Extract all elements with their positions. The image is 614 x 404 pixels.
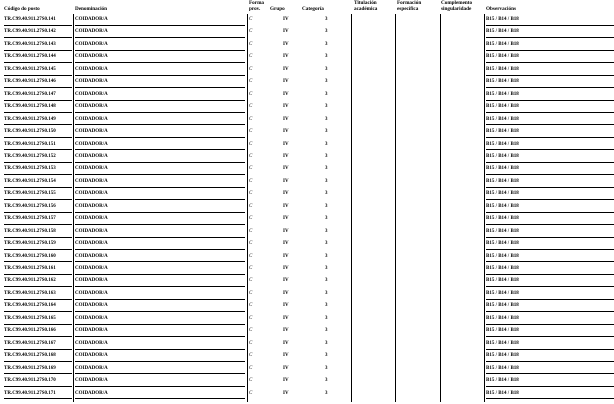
cell-grupo: IV <box>283 390 289 396</box>
cell-observacions: B15 / B14 / B18 <box>486 191 519 197</box>
cell-categoria: 3 <box>325 79 328 85</box>
cell-grupo: IV <box>283 116 289 122</box>
cell-codigo: TR.C99.40.911.27S0.152 <box>4 153 56 159</box>
cell-denominacion: COIDADOR/A <box>75 116 108 122</box>
table-row <box>0 313 614 325</box>
cell-categoria: 3 <box>325 353 328 359</box>
cell-observacions: B15 / B14 / B18 <box>486 66 519 72</box>
cell-forma: C <box>249 104 253 110</box>
cell-forma: C <box>249 79 253 85</box>
cell-denominacion: COIDADOR/A <box>75 153 108 159</box>
cell-forma: C <box>249 340 253 346</box>
cell-denominacion: COIDADOR/A <box>75 228 108 234</box>
cell-forma: C <box>249 253 253 259</box>
cell-observacions: B15 / B14 / B18 <box>486 290 519 296</box>
cell-grupo: IV <box>283 66 289 72</box>
cell-categoria: 3 <box>325 29 328 35</box>
cell-denominacion: COIDADOR/A <box>75 241 108 247</box>
cell-grupo: IV <box>283 216 289 222</box>
cell-categoria: 3 <box>325 166 328 172</box>
header-observacions: Observacións <box>486 6 516 12</box>
table-row <box>0 238 614 250</box>
header-titulacion-line1: Titulación <box>354 0 377 6</box>
row-rule <box>75 398 245 399</box>
cell-observacions: B15 / B14 / B18 <box>486 17 519 22</box>
table-row <box>0 275 614 287</box>
cell-denominacion: COIDADOR/A <box>75 54 108 60</box>
cell-grupo: IV <box>283 29 289 35</box>
cell-observacions: B15 / B14 / B18 <box>486 91 519 97</box>
cell-categoria: 3 <box>325 278 328 284</box>
cell-denominacion: COIDADOR/A <box>75 278 108 284</box>
cell-categoria: 3 <box>325 104 328 110</box>
cell-forma: C <box>249 166 253 172</box>
cell-forma: C <box>249 241 253 247</box>
cell-codigo: TR.C99.40.911.27S0.159 <box>4 241 56 247</box>
cell-grupo: IV <box>283 228 289 234</box>
cell-categoria: 3 <box>325 41 328 47</box>
table-row <box>0 51 614 63</box>
cell-forma: C <box>249 328 253 334</box>
cell-grupo: IV <box>283 54 289 60</box>
cell-denominacion: COIDADOR/A <box>75 378 108 384</box>
cell-grupo: IV <box>283 315 289 321</box>
cell-grupo: IV <box>283 178 289 184</box>
cell-categoria: 3 <box>325 17 328 22</box>
cell-forma: C <box>249 41 253 47</box>
cell-codigo: TR.C99.40.911.27S0.168 <box>4 353 56 359</box>
cell-categoria: 3 <box>325 290 328 296</box>
cell-denominacion: COIDADOR/A <box>75 191 108 197</box>
cell-grupo: IV <box>283 328 289 334</box>
header-formacion-line1: Formación <box>397 0 422 6</box>
cell-codigo: TR.C99.40.911.27S0.157 <box>4 216 56 222</box>
table-row <box>0 76 614 88</box>
table-row <box>0 325 614 337</box>
cell-observacions: B15 / B14 / B18 <box>486 216 519 222</box>
cell-observacions: B15 / B14 / B18 <box>486 153 519 159</box>
cell-codigo: TR.C99.40.911.27S0.155 <box>4 191 56 197</box>
cell-codigo: TR.C99.40.911.27S0.158 <box>4 228 56 234</box>
header-complemento-line1: Complemento <box>441 0 473 6</box>
table-row <box>0 151 614 163</box>
cell-denominacion: COIDADOR/A <box>75 315 108 321</box>
cell-codigo: TR.C99.40.911.27S0.147 <box>4 91 56 97</box>
cell-categoria: 3 <box>325 328 328 334</box>
cell-categoria: 3 <box>325 141 328 147</box>
row-rule <box>486 398 614 399</box>
cell-grupo: IV <box>283 353 289 359</box>
cell-forma: C <box>249 66 253 72</box>
cell-observacions: B15 / B14 / B18 <box>486 79 519 85</box>
cell-categoria: 3 <box>325 191 328 197</box>
table-row <box>0 251 614 263</box>
table-row <box>0 126 614 138</box>
cell-observacions: B15 / B14 / B18 <box>486 41 519 47</box>
cell-denominacion: COIDADOR/A <box>75 41 108 47</box>
cell-categoria: 3 <box>325 253 328 259</box>
cell-denominacion: COIDADOR/A <box>75 216 108 222</box>
cell-denominacion: COIDADOR/A <box>75 166 108 172</box>
cell-grupo: IV <box>283 153 289 159</box>
table-row <box>0 139 614 151</box>
cell-forma: C <box>249 129 253 135</box>
cell-codigo: TR.C99.40.911.27S0.162 <box>4 278 56 284</box>
cell-codigo: TR.C99.40.911.27S0.160 <box>4 253 56 259</box>
table-row <box>0 89 614 101</box>
cell-categoria: 3 <box>325 116 328 122</box>
cell-codigo: TR.C99.40.911.27S0.161 <box>4 266 56 271</box>
cell-codigo: TR.C99.40.911.27S0.143 <box>4 41 56 47</box>
header-codigo: Código do posto <box>4 6 40 12</box>
cell-observacions: B15 / B14 / B18 <box>486 278 519 284</box>
cell-categoria: 3 <box>325 54 328 60</box>
cell-forma: C <box>249 266 253 271</box>
table-row <box>0 350 614 362</box>
table-row <box>0 363 614 375</box>
cell-grupo: IV <box>283 141 289 147</box>
cell-denominacion: COIDADOR/A <box>75 365 108 371</box>
cell-codigo: TR.C99.40.911.27S0.170 <box>4 378 56 384</box>
cell-grupo: IV <box>283 303 289 309</box>
cell-grupo: IV <box>283 203 289 209</box>
cell-codigo: TR.C99.40.911.27S0.165 <box>4 315 56 321</box>
cell-forma: C <box>249 141 253 147</box>
cell-denominacion: COIDADOR/A <box>75 79 108 85</box>
table-row <box>0 263 614 275</box>
cell-denominacion: COIDADOR/A <box>75 104 108 110</box>
cell-codigo: TR.C99.40.911.27S0.145 <box>4 66 56 72</box>
cell-codigo: TR.C99.40.911.27S0.154 <box>4 178 56 184</box>
cell-grupo: IV <box>283 17 289 22</box>
table-row <box>0 288 614 300</box>
table-row <box>0 213 614 225</box>
cell-forma: C <box>249 290 253 296</box>
table-row <box>0 101 614 113</box>
header-formacion-line2: específica <box>397 6 419 12</box>
cell-forma: C <box>249 378 253 384</box>
cell-categoria: 3 <box>325 216 328 222</box>
cell-observacions: B15 / B14 / B18 <box>486 129 519 135</box>
cell-observacions: B15 / B14 / B18 <box>486 353 519 359</box>
cell-categoria: 3 <box>325 340 328 346</box>
cell-observacions: B15 / B14 / B18 <box>486 29 519 35</box>
cell-grupo: IV <box>283 166 289 172</box>
cell-categoria: 3 <box>325 378 328 384</box>
cell-denominacion: COIDADOR/A <box>75 91 108 97</box>
cell-categoria: 3 <box>325 153 328 159</box>
cell-categoria: 3 <box>325 266 328 271</box>
cell-codigo: TR.C99.40.911.27S0.148 <box>4 104 56 110</box>
cell-forma: C <box>249 116 253 122</box>
cell-forma: C <box>249 17 253 22</box>
cell-observacions: B15 / B14 / B18 <box>486 303 519 309</box>
row-rule <box>4 398 72 399</box>
header-complemento-line2: singularidade <box>441 6 472 12</box>
cell-forma: C <box>249 203 253 209</box>
cell-grupo: IV <box>283 241 289 247</box>
cell-categoria: 3 <box>325 66 328 72</box>
cell-observacions: B15 / B14 / B18 <box>486 340 519 346</box>
cell-categoria: 3 <box>325 241 328 247</box>
table-row <box>0 226 614 238</box>
cell-denominacion: COIDADOR/A <box>75 266 108 271</box>
cell-grupo: IV <box>283 278 289 284</box>
cell-grupo: IV <box>283 266 289 271</box>
cell-denominacion: COIDADOR/A <box>75 328 108 334</box>
cell-codigo: TR.C99.40.911.27S0.144 <box>4 54 56 60</box>
cell-observacions: B15 / B14 / B18 <box>486 365 519 371</box>
cell-denominacion: COIDADOR/A <box>75 141 108 147</box>
cell-forma: C <box>249 278 253 284</box>
table-row <box>0 201 614 213</box>
cell-categoria: 3 <box>325 303 328 309</box>
cell-denominacion: COIDADOR/A <box>75 340 108 346</box>
header-categoria: Categoría <box>302 6 324 12</box>
cell-grupo: IV <box>283 104 289 110</box>
cell-categoria: 3 <box>325 365 328 371</box>
cell-forma: C <box>249 54 253 60</box>
cell-categoria: 3 <box>325 228 328 234</box>
cell-codigo: TR.C99.40.911.27S0.164 <box>4 303 56 309</box>
cell-forma: C <box>249 29 253 35</box>
cell-forma: C <box>249 178 253 184</box>
cell-codigo: TR.C99.40.911.27S0.156 <box>4 203 56 209</box>
cell-denominacion: COIDADOR/A <box>75 290 108 296</box>
cell-observacions: B15 / B14 / B18 <box>486 104 519 110</box>
cell-forma: C <box>249 315 253 321</box>
cell-observacions: B15 / B14 / B18 <box>486 54 519 60</box>
cell-categoria: 3 <box>325 91 328 97</box>
cell-observacions: B15 / B14 / B18 <box>486 116 519 122</box>
cell-categoria: 3 <box>325 315 328 321</box>
cell-denominacion: COIDADOR/A <box>75 203 108 209</box>
header-forma-line1: Forma <box>249 0 264 6</box>
cell-observacions: B15 / B14 / B18 <box>486 166 519 172</box>
cell-observacions: B15 / B14 / B18 <box>486 228 519 234</box>
cell-forma: C <box>249 228 253 234</box>
cell-forma: C <box>249 390 253 396</box>
cell-observacions: B15 / B14 / B18 <box>486 203 519 209</box>
cell-denominacion: COIDADOR/A <box>75 66 108 72</box>
cell-codigo: TR.C99.40.911.27S0.150 <box>4 129 56 135</box>
cell-forma: C <box>249 353 253 359</box>
cell-grupo: IV <box>283 365 289 371</box>
cell-grupo: IV <box>283 290 289 296</box>
table-row <box>0 300 614 312</box>
cell-denominacion: COIDADOR/A <box>75 129 108 135</box>
cell-forma: C <box>249 91 253 97</box>
cell-observacions: B15 / B14 / B18 <box>486 253 519 259</box>
cell-codigo: TR.C99.40.911.27S0.151 <box>4 141 56 147</box>
cell-codigo: TR.C99.40.911.27S0.171 <box>4 390 56 396</box>
cell-categoria: 3 <box>325 178 328 184</box>
cell-forma: C <box>249 191 253 197</box>
cell-codigo: TR.C99.40.911.27S0.163 <box>4 290 56 296</box>
cell-observacions: B15 / B14 / B18 <box>486 328 519 334</box>
cell-codigo: TR.C99.40.911.27S0.169 <box>4 365 56 371</box>
cell-codigo: TR.C99.40.911.27S0.141 <box>4 17 56 22</box>
table-row <box>0 26 614 38</box>
cell-codigo: TR.C99.40.911.27S0.167 <box>4 340 56 346</box>
cell-categoria: 3 <box>325 129 328 135</box>
table-row <box>0 39 614 51</box>
cell-codigo: TR.C99.40.911.27S0.142 <box>4 29 56 35</box>
cell-grupo: IV <box>283 129 289 135</box>
cell-denominacion: COIDADOR/A <box>75 29 108 35</box>
cell-grupo: IV <box>283 91 289 97</box>
cell-categoria: 3 <box>325 390 328 396</box>
cell-observacions: B15 / B14 / B18 <box>486 266 519 271</box>
cell-grupo: IV <box>283 253 289 259</box>
table-row <box>0 14 614 26</box>
cell-observacions: B15 / B14 / B18 <box>486 315 519 321</box>
cell-codigo: TR.C99.40.911.27S0.166 <box>4 328 56 334</box>
cell-observacions: B15 / B14 / B18 <box>486 178 519 184</box>
cell-denominacion: COIDADOR/A <box>75 178 108 184</box>
cell-forma: C <box>249 153 253 159</box>
cell-denominacion: COIDADOR/A <box>75 17 108 22</box>
cell-categoria: 3 <box>325 203 328 209</box>
header-grupo: Grupo <box>270 6 285 12</box>
cell-denominacion: COIDADOR/A <box>75 353 108 359</box>
table-row <box>0 64 614 76</box>
cell-observacions: B15 / B14 / B18 <box>486 241 519 247</box>
cell-forma: C <box>249 303 253 309</box>
cell-denominacion: COIDADOR/A <box>75 303 108 309</box>
table-row <box>0 375 614 387</box>
header-forma-line2: prov. <box>249 6 261 12</box>
cell-codigo: TR.C99.40.911.27S0.153 <box>4 166 56 172</box>
cell-forma: C <box>249 365 253 371</box>
table-row <box>0 176 614 188</box>
cell-denominacion: COIDADOR/A <box>75 390 108 396</box>
header-denominacion: Denominación <box>75 6 107 12</box>
table-row <box>0 188 614 200</box>
cell-observacions: B15 / B14 / B18 <box>486 141 519 147</box>
cell-grupo: IV <box>283 378 289 384</box>
cell-grupo: IV <box>283 191 289 197</box>
cell-observacions: B15 / B14 / B18 <box>486 378 519 384</box>
cell-grupo: IV <box>283 340 289 346</box>
table-row <box>0 114 614 126</box>
header-titulacion-line2: académica <box>354 6 378 12</box>
cell-grupo: IV <box>283 79 289 85</box>
cell-observacions: B15 / B14 / B18 <box>486 390 519 396</box>
cell-grupo: IV <box>283 41 289 47</box>
cell-forma: C <box>249 216 253 222</box>
table-row <box>0 338 614 350</box>
cell-denominacion: COIDADOR/A <box>75 253 108 259</box>
table-row <box>0 388 614 400</box>
cell-codigo: TR.C99.40.911.27S0.146 <box>4 79 56 85</box>
cell-codigo: TR.C99.40.911.27S0.149 <box>4 116 56 122</box>
table-row <box>0 163 614 175</box>
